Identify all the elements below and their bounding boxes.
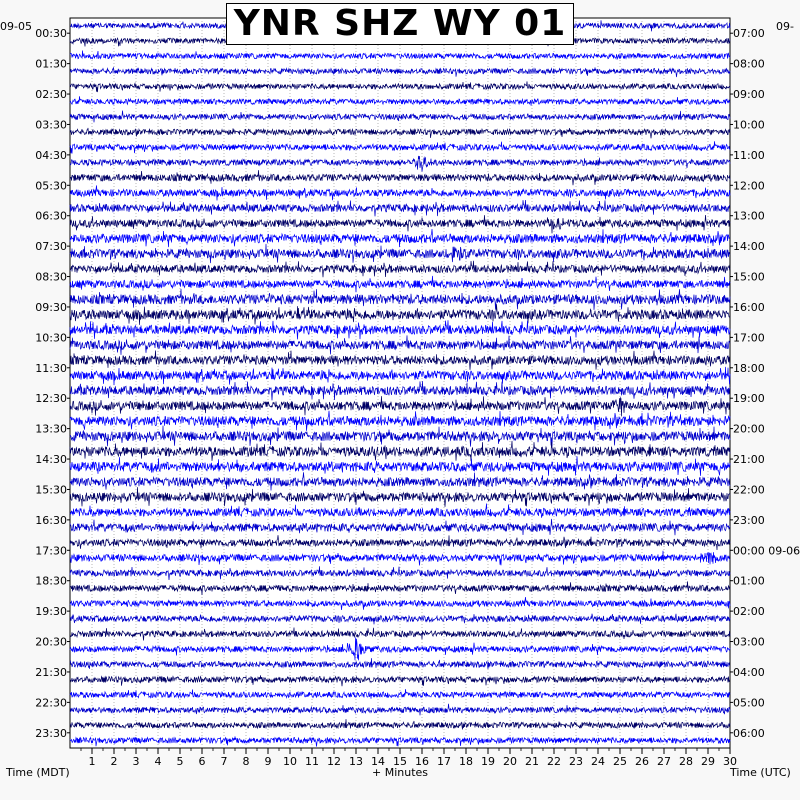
x-tick-label: 15 xyxy=(393,755,407,768)
x-tick-label: 3 xyxy=(132,755,140,768)
y-tick-label-right: 13:00 xyxy=(733,209,765,223)
y-tick-label-right: 03:00 xyxy=(733,635,765,649)
y-tick-label-left: 02:30 xyxy=(35,88,67,102)
y-tick-label-left: 05:30 xyxy=(35,179,67,193)
x-tick-label: 26 xyxy=(635,755,649,768)
y-tick-label-right: 21:00 xyxy=(733,453,765,467)
y-tick-label-left: 01:30 xyxy=(35,57,67,71)
x-tick-label: 14 xyxy=(371,755,385,768)
y-tick-label-right: 10:00 xyxy=(733,118,765,132)
x-tick-label: 25 xyxy=(613,755,627,768)
x-tick-label: 28 xyxy=(679,755,693,768)
x-tick-label: 21 xyxy=(525,755,539,768)
y-tick-label-right: 14:00 xyxy=(733,240,765,254)
x-tick-label: 2 xyxy=(110,755,118,768)
right-axis-label: Time (UTC) xyxy=(730,766,791,779)
y-tick-label-left: 00:30 xyxy=(35,27,67,41)
y-tick-label-left: 21:30 xyxy=(35,665,67,679)
y-tick-label-left: 15:30 xyxy=(35,483,67,497)
y-tick-label-right: 09:00 xyxy=(733,88,765,102)
y-tick-label-right: 06:00 xyxy=(733,726,765,740)
x-tick-label: 9 xyxy=(264,755,272,768)
y-tick-label-right: 18:00 xyxy=(733,361,765,375)
y-tick-label-right: 04:00 xyxy=(733,665,765,679)
y-tick-label-left: 06:30 xyxy=(35,209,67,223)
y-tick-label-right: 20:00 xyxy=(733,422,765,436)
y-tick-label-right: 15:00 xyxy=(733,270,765,284)
y-tick-label-right: 11:00 xyxy=(733,148,765,162)
y-tick-label-left: 20:30 xyxy=(35,635,67,649)
y-tick-label-right: 23:00 xyxy=(733,513,765,527)
y-tick-label-left: 17:30 xyxy=(35,544,67,558)
y-tick-label-left: 09:30 xyxy=(35,300,67,314)
x-tick-label: 22 xyxy=(547,755,561,768)
x-tick-label: 23 xyxy=(569,755,583,768)
x-tick-label: 24 xyxy=(591,755,605,768)
x-tick-label: 5 xyxy=(176,755,184,768)
y-tick-label-right: 07:00 xyxy=(733,27,765,41)
chart-title-box xyxy=(226,3,574,45)
y-tick-label-right: 17:00 xyxy=(733,331,765,345)
y-tick-label-left: 11:30 xyxy=(35,361,67,375)
y-tick-label-right: 22:00 xyxy=(733,483,765,497)
y-tick-label-right: 08:00 xyxy=(733,57,765,71)
date-label-right: 09- xyxy=(776,20,794,33)
y-tick-label-left: 22:30 xyxy=(35,696,67,710)
x-tick-label: 8 xyxy=(242,755,250,768)
y-tick-label-left: 08:30 xyxy=(35,270,67,284)
x-tick-label: 4 xyxy=(154,755,162,768)
y-tick-label-left: 18:30 xyxy=(35,574,67,588)
x-tick-label: 16 xyxy=(415,755,429,768)
y-tick-label-left: 14:30 xyxy=(35,453,67,467)
y-tick-label-right: 01:00 xyxy=(733,574,765,588)
x-tick-label: 17 xyxy=(437,755,451,768)
y-tick-label-right: 00:00 09-06 xyxy=(733,544,800,558)
y-tick-label-left: 12:30 xyxy=(35,392,67,406)
y-tick-label-right: 19:00 xyxy=(733,392,765,406)
x-tick-label: 30 xyxy=(723,755,737,768)
date-label-left: 09-05 xyxy=(0,20,32,33)
y-tick-label-right: 05:00 xyxy=(733,696,765,710)
x-tick-label: 18 xyxy=(459,755,473,768)
x-tick-label: 29 xyxy=(701,755,715,768)
x-tick-label: 10 xyxy=(283,755,297,768)
x-tick-label: 27 xyxy=(657,755,671,768)
y-tick-label-right: 12:00 xyxy=(733,179,765,193)
y-tick-label-left: 04:30 xyxy=(35,148,67,162)
y-tick-label-right: 16:00 xyxy=(733,300,765,314)
x-tick-label: 19 xyxy=(481,755,495,768)
y-tick-label-left: 10:30 xyxy=(35,331,67,345)
y-tick-label-left: 16:30 xyxy=(35,513,67,527)
y-tick-label-left: 07:30 xyxy=(35,240,67,254)
x-tick-label: 11 xyxy=(305,755,319,768)
x-axis-label: + Minutes xyxy=(372,766,429,779)
y-tick-label-right: 02:00 xyxy=(733,605,765,619)
x-tick-label: 7 xyxy=(220,755,228,768)
y-tick-label-left: 13:30 xyxy=(35,422,67,436)
y-tick-label-left: 19:30 xyxy=(35,605,67,619)
left-axis-label: Time (MDT) xyxy=(6,766,70,779)
y-tick-label-left: 03:30 xyxy=(35,118,67,132)
plot-frame xyxy=(70,18,730,748)
x-tick-label: 6 xyxy=(198,755,206,768)
x-tick-label: 13 xyxy=(349,755,363,768)
x-tick-label: 20 xyxy=(503,755,517,768)
y-tick-label-left: 23:30 xyxy=(35,726,67,740)
x-axis-ticks xyxy=(81,748,737,768)
chart-title: YNR SHZ WY 01 xyxy=(233,3,567,44)
x-tick-label: 12 xyxy=(327,755,341,768)
x-tick-label: 1 xyxy=(88,755,96,768)
